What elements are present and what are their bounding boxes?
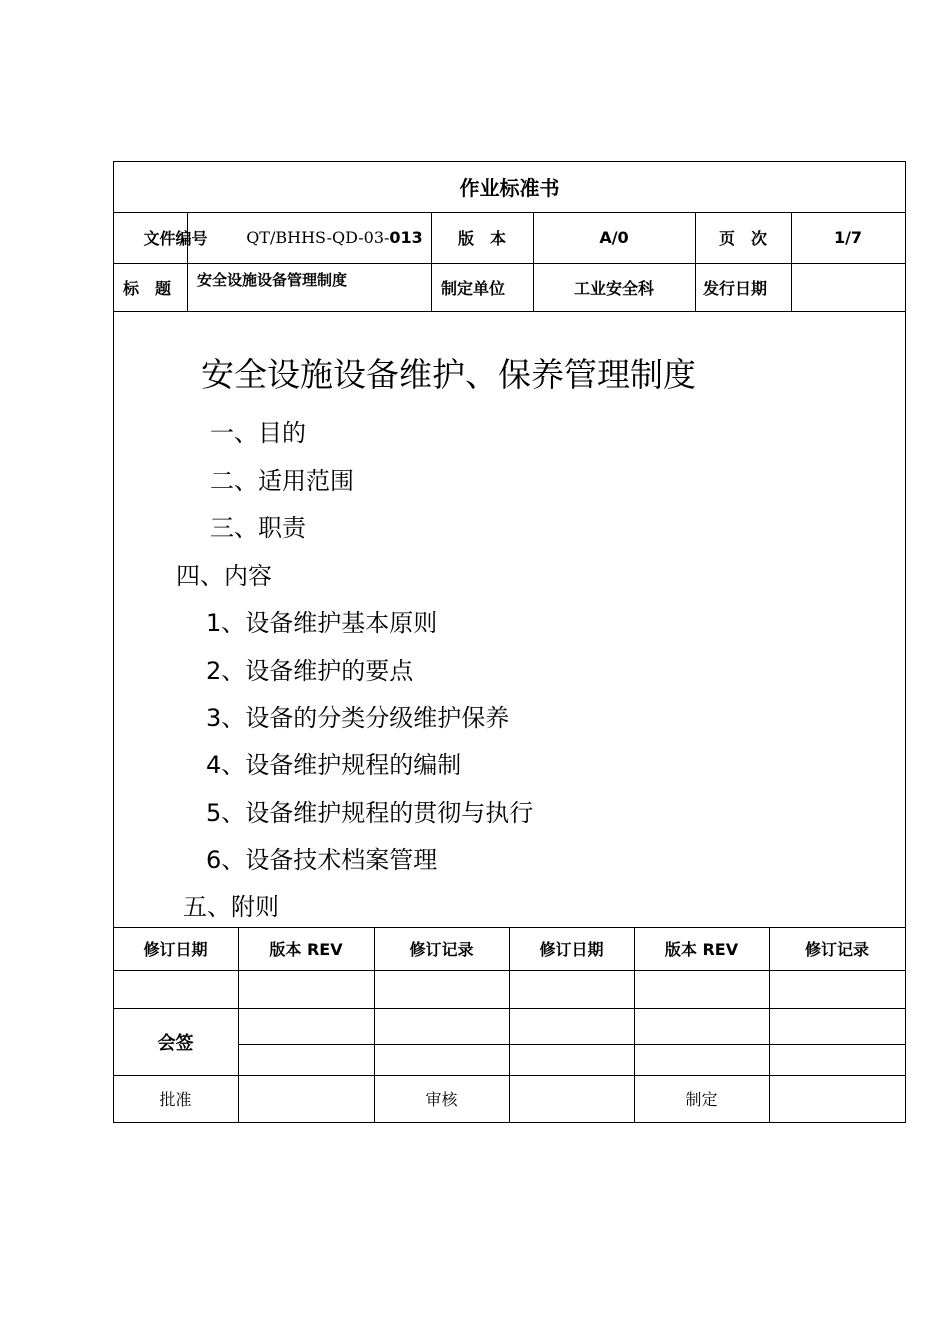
- rev-header-version: 版本 REV: [269, 940, 343, 959]
- approve-label: 批准: [159, 1090, 192, 1109]
- document-title: 安全设施设备维护、保养管理制度: [201, 355, 696, 394]
- content-item-1: 1、设备维护基本原则: [206, 609, 438, 637]
- rev-header-date: 修订日期: [143, 940, 208, 959]
- rev-header-record-2: 修订记录: [804, 940, 869, 959]
- prepare-label: 制定: [685, 1090, 718, 1109]
- document-frame: [113, 161, 906, 1123]
- review-label: 审核: [425, 1090, 458, 1109]
- page-value: 1/7: [833, 228, 863, 247]
- subject-value: 安全设施设备管理制度: [197, 271, 348, 289]
- section-scope: 二、适用范围: [210, 467, 354, 495]
- rev-header-record: 修订记录: [409, 940, 474, 959]
- doc-no-label: 文件编号: [143, 229, 208, 248]
- version-value: A/0: [599, 228, 629, 247]
- section-duties: 三、职责: [210, 514, 306, 542]
- unit-label: 制定单位: [441, 278, 506, 298]
- section-content: 四、内容: [176, 562, 272, 590]
- doc-no-prefix: QT/BHHS-QD-03-: [246, 228, 390, 247]
- form-title: 作业标准书: [459, 176, 560, 200]
- content-item-5: 5、设备维护规程的贯彻与执行: [206, 799, 534, 827]
- section-purpose: 一、目的: [210, 419, 306, 447]
- version-label: 版 本: [457, 229, 506, 248]
- doc-no: [238, 212, 431, 263]
- issue-date-value: [791, 263, 905, 311]
- page-label: 页 次: [718, 229, 767, 248]
- content-item-4: 4、设备维护规程的编制: [206, 751, 462, 779]
- section-appendix: 五、附则: [183, 893, 279, 921]
- rev-header-version-2: 版本 REV: [664, 940, 739, 959]
- countersign-label: 会签: [157, 1032, 194, 1054]
- unit-value: 工业安全科: [573, 278, 654, 298]
- content-item-2: 2、设备维护的要点: [206, 657, 414, 685]
- subject-label: 标 题: [123, 278, 172, 298]
- rev-header-date-2: 修订日期: [539, 940, 604, 959]
- content-item-3: 3、设备的分类分级维护保养: [206, 704, 510, 732]
- doc-no-suffix: 013: [389, 228, 423, 247]
- content-item-6: 6、设备技术档案管理: [206, 846, 438, 874]
- issue-date-label: 发行日期: [703, 278, 768, 298]
